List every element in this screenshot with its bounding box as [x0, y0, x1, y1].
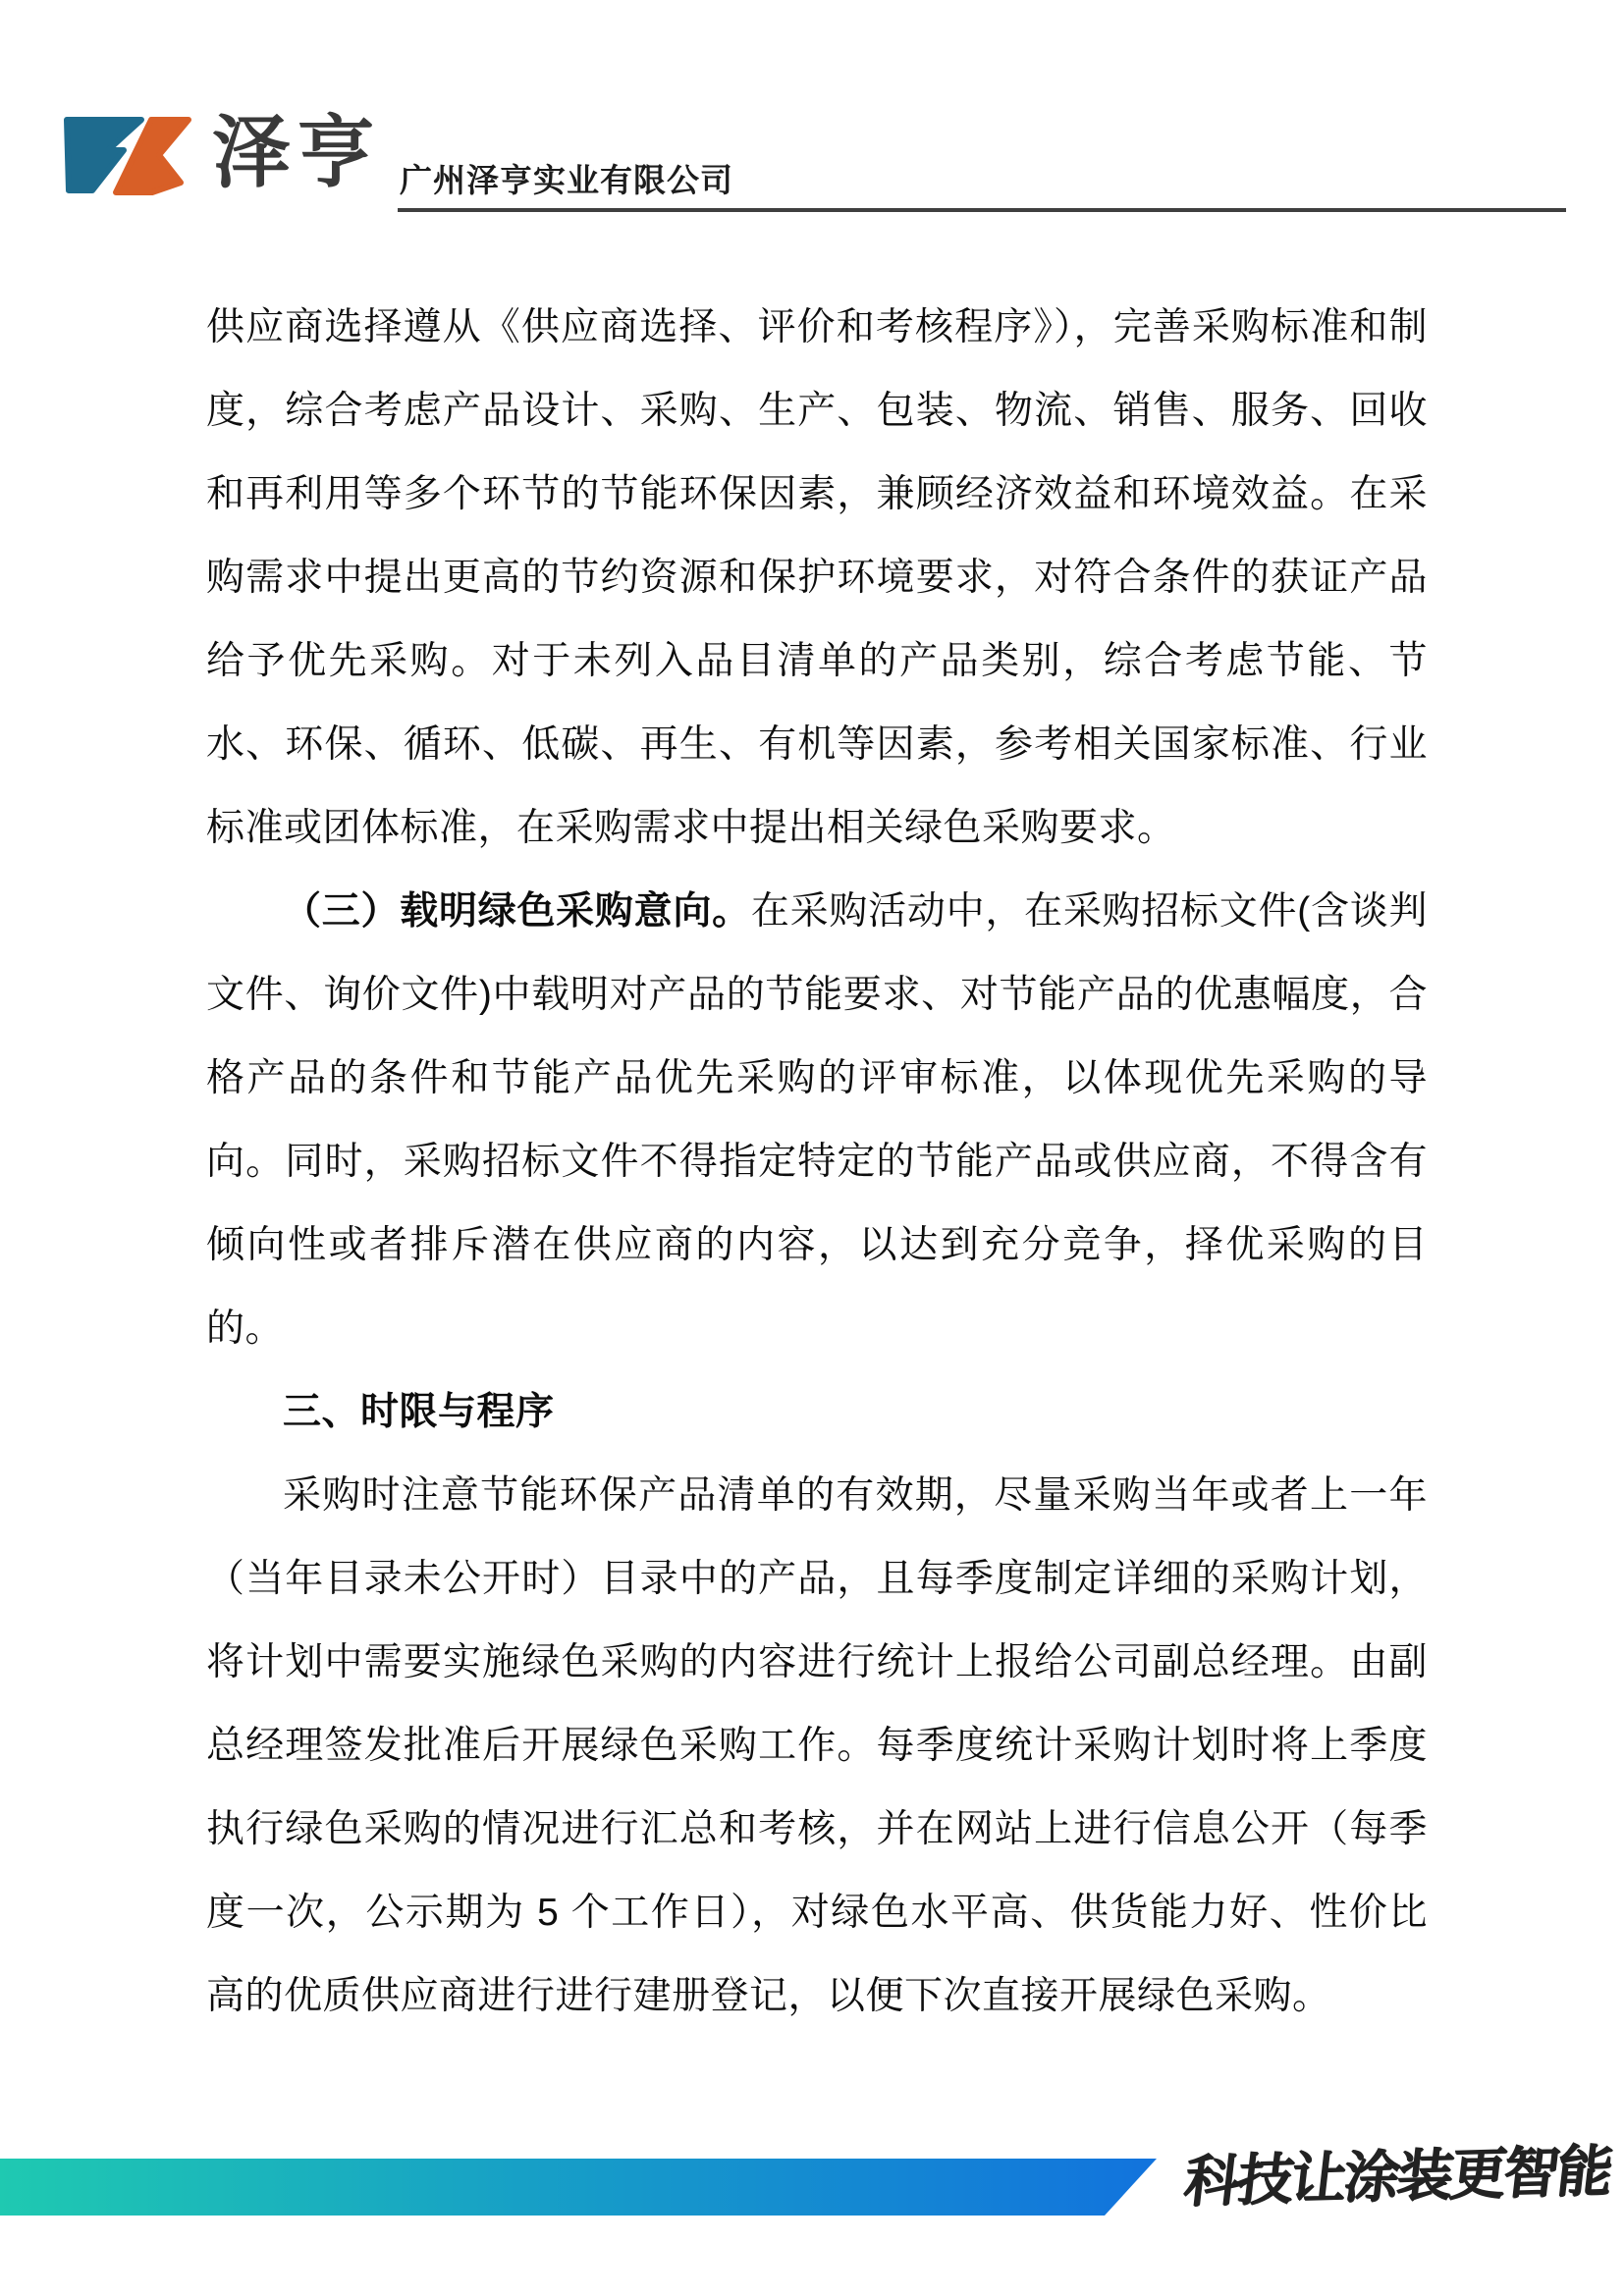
footer-slogan: 科技让涂装更智能	[1180, 2137, 1614, 2215]
header-rule	[398, 208, 1566, 212]
paragraph	[206, 870, 1428, 1370]
paragraph	[206, 1454, 1428, 2038]
paragraph-text: 采购时注意节能环保产品清单的有效期，尽量采购当年或者上一年（当年目录未公开时）目录中的产品，且每季度制定详细的采购计划，将计划中需要实施绿色采购的内容进行统计上报给公司副总经理。由副总经理签发批准后开展绿色采购工作。每季度统计采购计划时将上季度执行绿色采购的情况进行汇总和考核，并在网站上进行信息公开（每季度一次，公示期为 5 个工作日），对绿色水平高、供货能力好、性价比高的优质供应商进行进行建册登记，以便下次直接开展绿色采购。	[206, 1474, 1428, 2017]
section-heading	[206, 1370, 1428, 1454]
document-content	[206, 286, 1428, 2038]
company-logo-icon	[57, 110, 200, 200]
company-name: 广州泽亨实业有限公司	[400, 162, 733, 198]
paragraph-text: 供应商选择遵从《供应商选择、评价和考核程序》），完善采购标准和制度，综合考虑产品设计、采购、生产、包装、物流、销售、服务、回收和再利用等多个环节的节能环保因素，兼顾经济效益和环境效益。在采购需求中提出更高的节约资源和保护环境要求，对符合条件的获证产品给予优先采购。对于未列入品目清单的产品类别，综合考虑节能、节水、环保、循环、低碳、再生、有机等因素，参考相关国家标准、行业标准或团体标准，在采购需求中提出相关绿色采购要求。	[206, 306, 1428, 849]
paragraph	[206, 286, 1428, 870]
footer-gradient-bar	[0, 2159, 1157, 2216]
paragraph-text: 在采购活动中，在采购招标文件(含谈判文件、询价文件)中载明对产品的节能要求、对节能产品的优惠幅度，合格产品的条件和节能产品优先采购的评审标准，以体现优先采购的导向。同时，采购招标文件不得指定特定的节能产品或供应商，不得含有倾向性或者排斥潜在供应商的内容，以达到充分竞争，择优采购的目的。	[206, 890, 1428, 1350]
brand-name: 泽亨	[212, 109, 381, 196]
paragraph-lead: （三）载明绿色采购意向。	[283, 890, 751, 933]
section-heading-text: 三、时限与程序	[283, 1391, 555, 1433]
